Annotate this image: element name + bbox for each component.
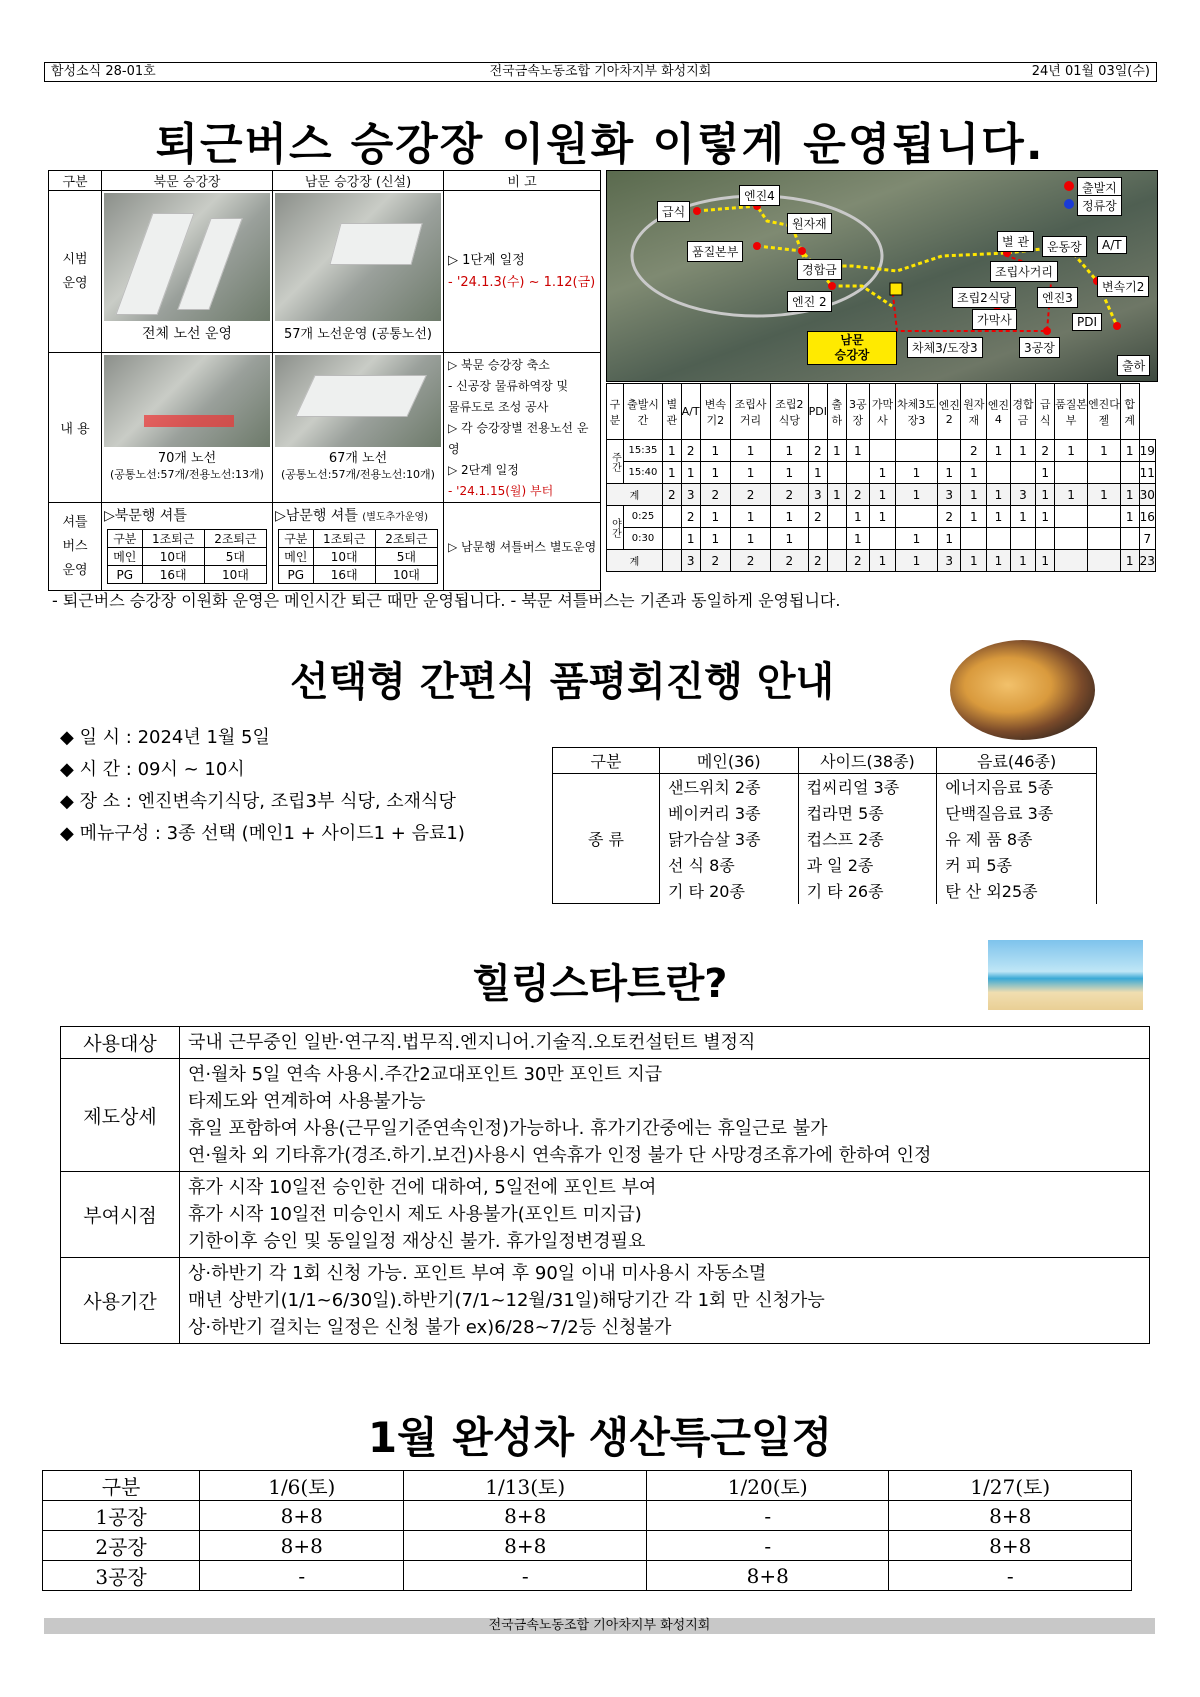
stop-head: A/T <box>681 384 700 440</box>
stop-cell: 23 <box>1139 550 1155 572</box>
stop-cell: 3 <box>681 550 700 572</box>
stop-cell: 1 <box>1120 484 1139 506</box>
ot-head: 1/6(토) <box>200 1471 404 1501</box>
footer: 전국금속노동조합 기아차지부 화성지회 <box>44 1618 1155 1634</box>
menu-cell: 기 타 26종 <box>798 878 937 904</box>
ot-cell: 1공장 <box>43 1501 200 1531</box>
stop-cell <box>987 462 1010 484</box>
stop-cell: 1 <box>846 528 869 550</box>
stop-cell: 1 <box>1120 440 1139 462</box>
table-row <box>607 484 1156 506</box>
stop-cell: 2 <box>771 550 809 572</box>
sandwich-image <box>950 640 1095 740</box>
row-label-shuttle: 셔틀 버스 운영 <box>49 503 102 591</box>
healing-label: 사용기간 <box>61 1258 180 1344</box>
detail-line: 상·하반기 각 1회 신청 가능. 포인트 부여 후 90일 이내 미사용시 자동소멸 <box>188 1263 767 1284</box>
stop-cell: 1 <box>1055 484 1088 506</box>
bus-table <box>48 170 601 591</box>
stop-cell: 1 <box>700 506 730 528</box>
south-cell-content: 67개 노선 (공통노선:57개/전용노선:10개) <box>273 353 444 503</box>
stop-cell <box>1055 506 1088 528</box>
north-caption: 전체 노선 운영 <box>141 326 233 342</box>
menu-cell: 베이커리 3종 <box>660 800 799 826</box>
stop-head: 출하 <box>827 384 846 440</box>
menu-label: 종 류 <box>553 774 660 904</box>
north-cell-trial <box>102 191 273 353</box>
map-label: 경합금 <box>797 259 842 280</box>
note-content: ▷ 북문 승강장 축소 - 신공장 물류하역장 및 물류도로 조성 공사 ▷ 각 승강장별 전용노선 운영 ▷ 2단계 일정 - '24.1.15(월) 부터 <box>444 353 601 503</box>
menu-cell: 에너지음료 5종 <box>937 774 1097 800</box>
stop-cell: 1 <box>771 440 809 462</box>
stop-cell: 계 <box>607 550 663 572</box>
healing-detail <box>180 1059 1150 1172</box>
stop-cell <box>1087 550 1120 572</box>
table-row <box>61 1172 1150 1258</box>
map-label: A/T <box>1097 236 1127 254</box>
table-row <box>607 550 1156 572</box>
stop-cell: 3 <box>1010 484 1036 506</box>
map-label: 품질본부 <box>687 241 743 262</box>
map-label: 운동장 <box>1042 236 1087 257</box>
overtime-table <box>42 1470 1132 1591</box>
info-time: ◆ 시 간 : 09시 ~ 10시 <box>60 759 245 780</box>
menu-cell: 기 타 20종 <box>660 878 799 904</box>
stop-cell <box>938 440 961 462</box>
stop-head: 원자재 <box>961 384 987 440</box>
ot-cell: - <box>200 1561 404 1591</box>
map-label: 별 관 <box>997 231 1034 252</box>
north-route-photo <box>104 355 270 447</box>
stop-cell: 1 <box>870 484 896 506</box>
info-menu: ◆ 메뉴구성 : 3종 선택 (메인1 + 사이드1 + 음료1) <box>60 823 465 844</box>
stop-cell <box>662 506 681 528</box>
stop-cell: 1 <box>731 506 771 528</box>
stop-cell: 1 <box>700 462 730 484</box>
ot-cell: 8+8 <box>404 1501 647 1531</box>
stop-cell: 1 <box>938 528 961 550</box>
menu-head: 음료(46종) <box>937 748 1097 774</box>
stop-cell: 1 <box>1036 484 1055 506</box>
stop-cell <box>895 506 937 528</box>
stop-head: 출발시간 <box>624 384 663 440</box>
stop-cell <box>870 528 896 550</box>
stop-cell: 7 <box>1139 528 1155 550</box>
detail-line: 국내 근무중인 일반·연구직.법무직.엔지니어.기술직.오토컨설턴트 별정직 <box>188 1032 756 1053</box>
stop-cell: 1 <box>681 528 700 550</box>
stop-cell: 2 <box>681 440 700 462</box>
menu-cell: 컵스프 2종 <box>798 826 937 852</box>
table-row <box>607 528 1156 550</box>
stop-cell: 1 <box>987 506 1010 528</box>
stop-cell: 1 <box>1036 462 1055 484</box>
beach-image <box>988 940 1143 1010</box>
stop-cell: 1 <box>870 462 896 484</box>
stop-cell <box>827 528 846 550</box>
stop-cell: 1 <box>938 462 961 484</box>
table-row <box>43 1531 1132 1561</box>
menu-cell: 과 일 2종 <box>798 852 937 878</box>
stop-cell: 2 <box>1036 440 1055 462</box>
menu-cell: 탄 산 외25종 <box>937 878 1097 904</box>
ot-head: 1/27(토) <box>889 1471 1132 1501</box>
ot-cell: - <box>889 1561 1132 1591</box>
stop-cell: 1 <box>961 506 987 528</box>
stop-cell <box>895 440 937 462</box>
stop-head: 조립2식당 <box>771 384 809 440</box>
detail-line: 기한이후 승인 및 동일일정 재상신 불가. 휴가일정변경필요 <box>188 1231 646 1252</box>
stop-cell: 2 <box>700 484 730 506</box>
stop-cell: 1 <box>681 462 700 484</box>
stop-head: 합계 <box>1120 384 1139 440</box>
stop-head: PDI <box>808 384 827 440</box>
stop-head: 구분 <box>607 384 624 440</box>
snack-title: 선택형 간편식 품평회진행 안내 <box>290 659 835 705</box>
stop-cell: 3 <box>681 484 700 506</box>
info-date: ◆ 일 시 : 2024년 1월 5일 <box>60 727 270 748</box>
stop-cell <box>662 550 681 572</box>
stop-cell: 1 <box>731 440 771 462</box>
detail-line: 휴일 포함하여 사용(근무일기준연속인정)가능하나. 휴가기간중에는 휴일근로 불가 <box>188 1118 828 1139</box>
col-head: 비 고 <box>444 171 601 191</box>
bus-footnote: - 퇴근버스 승강장 이원화 운영은 메인시간 퇴근 때만 운영됩니다. - 북문 셔틀버스는 기존과 동일하게 운영됩니다. <box>52 591 841 610</box>
ot-cell: 8+8 <box>646 1561 889 1591</box>
stop-cell: 16 <box>1139 506 1155 528</box>
stop-cell: 1 <box>961 462 987 484</box>
stop-cell: 1 <box>987 440 1010 462</box>
menu-cell: 커 피 5종 <box>937 852 1097 878</box>
stop-cell <box>1055 462 1088 484</box>
table-row <box>607 440 1156 462</box>
menu-cell: 닭가슴살 3종 <box>660 826 799 852</box>
stop-cell: 1 <box>731 462 771 484</box>
stop-cell: 1 <box>1036 550 1055 572</box>
stop-cell: 2 <box>771 484 809 506</box>
row-label-content: 내 용 <box>49 353 102 503</box>
stop-cell <box>1010 462 1036 484</box>
stop-head: 가막사 <box>870 384 896 440</box>
stop-cell: 19 <box>1139 440 1155 462</box>
table-row <box>607 506 1156 528</box>
menu-head: 구분 <box>553 748 660 774</box>
ot-cell: 8+8 <box>889 1501 1132 1531</box>
issue-number: 함성소식 28-01호 <box>51 64 156 79</box>
detail-line: 연·월차 외 기타휴가(경조.하기.보건)사용시 연속휴가 인정 불가 단 사망경조휴가에 한하여 인정 <box>188 1145 932 1166</box>
stop-cell: 2 <box>731 550 771 572</box>
detail-line: 연·월차 5일 연속 사용시.주간2교대포인트 30만 포인트 지급 <box>188 1064 663 1085</box>
stop-cell: 1 <box>662 440 681 462</box>
stop-cell: 1 <box>1036 506 1055 528</box>
map-label: 조립2식당 <box>952 287 1016 308</box>
menu-cell: 컵씨리얼 3종 <box>798 774 937 800</box>
ot-head: 1/13(토) <box>404 1471 647 1501</box>
stop-head: 품질본부 <box>1055 384 1088 440</box>
map-label: 변속기2 <box>1097 276 1149 297</box>
stop-cell <box>1087 528 1120 550</box>
map-label: PDI <box>1072 313 1102 331</box>
ot-cell: 8+8 <box>200 1531 404 1561</box>
stop-cell: 2 <box>700 550 730 572</box>
stop-cell: 0:25 <box>624 506 663 528</box>
stop-cell <box>1036 528 1055 550</box>
header-bar <box>44 62 1157 82</box>
note-trial: ▷ 1단계 일정 - '24.1.3(수) ~ 1.12(금) <box>444 191 601 353</box>
healing-label: 사용대상 <box>61 1027 180 1059</box>
map-label: 차체3/도장3 <box>907 337 983 358</box>
stop-cell: 1 <box>771 506 809 528</box>
detail-line: 타제도와 연계하여 사용불가능 <box>188 1091 426 1112</box>
stop-head: 급식 <box>1036 384 1055 440</box>
stop-cell: 1 <box>1120 506 1139 528</box>
stop-cell: 2 <box>961 440 987 462</box>
stop-cell: 1 <box>846 506 869 528</box>
south-shuttle-table: 구분 1조퇴근 2조퇴근 메인 10대 5대 PG 16대 10대 <box>278 529 438 584</box>
map-label-south-gate: 남문 승강장 <box>807 331 897 365</box>
south-cell-trial <box>273 191 444 353</box>
stop-cell <box>808 528 827 550</box>
ot-head: 1/20(토) <box>646 1471 889 1501</box>
stop-cell: 2 <box>662 484 681 506</box>
ot-cell: 3공장 <box>43 1561 200 1591</box>
menu-cell: 샌드위치 2종 <box>660 774 799 800</box>
ot-cell: 2공장 <box>43 1531 200 1561</box>
stop-cell: 1 <box>662 462 681 484</box>
stop-cell <box>662 528 681 550</box>
map-label: 엔진4 <box>739 185 780 206</box>
stop-cell <box>1120 528 1139 550</box>
stop-cell: 2 <box>846 550 869 572</box>
stop-cell <box>846 462 869 484</box>
stop-cell: 1 <box>987 550 1010 572</box>
healing-label: 제도상세 <box>61 1059 180 1172</box>
ot-cell: 8+8 <box>200 1501 404 1531</box>
south-photo <box>275 193 441 321</box>
stop-cell <box>1120 462 1139 484</box>
ot-cell: - <box>404 1561 647 1591</box>
stop-cell: 2 <box>808 506 827 528</box>
table-row <box>43 1561 1132 1591</box>
menu-head: 메인(36) <box>660 748 799 774</box>
stop-cell: 1 <box>1055 440 1088 462</box>
stop-cell: 1 <box>895 528 937 550</box>
north-photo <box>104 193 270 321</box>
snack-info <box>60 722 465 850</box>
menu-cell: 유 제 품 8종 <box>937 826 1097 852</box>
map-label: 엔진 2 <box>787 291 832 312</box>
south-shuttle: ▷남문행 셔틀 (별도추가운영) 구분 1조퇴근 2조퇴근 메인 10대 5대 PG 16대 10대 <box>273 503 444 591</box>
healing-table <box>60 1026 1150 1344</box>
stop-cell: 1 <box>1010 440 1036 462</box>
stop-head: 3공장 <box>846 384 869 440</box>
menu-cell: 단백질음료 3종 <box>937 800 1097 826</box>
menu-table <box>552 747 1097 904</box>
stop-cell <box>1055 550 1088 572</box>
stop-cell: 1 <box>846 440 869 462</box>
stop-cell: 1 <box>870 550 896 572</box>
stop-head: 엔진다젤 <box>1087 384 1120 440</box>
overtime-title: 1월 완성차 생산특근일정 <box>367 1413 833 1462</box>
table-row <box>61 1059 1150 1172</box>
stop-cell: 2 <box>808 440 827 462</box>
stop-cell <box>1010 528 1036 550</box>
healing-title: 힐링스타트란? <box>472 961 728 1007</box>
stop-cell <box>987 528 1010 550</box>
menu-cell: 선 식 8종 <box>660 852 799 878</box>
stop-cell: 1 <box>771 462 809 484</box>
stop-cell: 1 <box>1087 484 1120 506</box>
ot-cell: 8+8 <box>889 1531 1132 1561</box>
map-label: 출하 <box>1117 355 1150 376</box>
stop-cell: 1 <box>961 484 987 506</box>
table-row <box>553 774 1097 800</box>
legend-start: 출발지 <box>1077 177 1122 198</box>
stop-cell: 2 <box>846 484 869 506</box>
map-label: 원자재 <box>787 213 832 234</box>
stop-cell: 1 <box>771 528 809 550</box>
stop-cell: 3 <box>808 484 827 506</box>
map-label: 엔진3 <box>1037 287 1078 308</box>
stop-cell: 1 <box>808 462 827 484</box>
north-cell-content: 70개 노선 (공통노선:57개/전용노선:13개) <box>102 353 273 503</box>
north-shuttle: ▷북문행 셔틀 구분 1조퇴근 2조퇴근 메인 10대 5대 PG 16대 10대 <box>102 503 273 591</box>
stop-cell: 2 <box>731 484 771 506</box>
table-row <box>61 1258 1150 1344</box>
stop-cell: 1 <box>1010 550 1036 572</box>
detail-line: 매년 상반기(1/1~6/30일).하반기(7/1~12월/31일)해당기간 각 1회 만 신청가능 <box>188 1290 825 1311</box>
map-label: 조립사거리 <box>990 261 1058 282</box>
stop-cell <box>1087 506 1120 528</box>
stop-cell: 3 <box>938 484 961 506</box>
ot-cell: - <box>646 1531 889 1561</box>
stop-cell: 15:40 <box>624 462 663 484</box>
south-caption: 57개 노선운영 (공통노선) <box>284 327 432 342</box>
stop-cell: 30 <box>1139 484 1155 506</box>
ot-head: 구분 <box>43 1471 200 1501</box>
healing-label: 부여시점 <box>61 1172 180 1258</box>
stop-cell: 1 <box>987 484 1010 506</box>
ot-cell: 8+8 <box>404 1531 647 1561</box>
stop-cell: 1 <box>827 440 846 462</box>
stop-cell: 계 <box>607 484 663 506</box>
stop-head: 조립사거리 <box>731 384 771 440</box>
stop-cell <box>1087 462 1120 484</box>
detail-line: 휴가 시작 10일전 미승인시 제도 사용불가(포인트 미지급) <box>188 1204 642 1225</box>
north-shuttle-table: 구분 1조퇴근 2조퇴근 메인 10대 5대 PG 16대 10대 <box>107 529 267 584</box>
stop-cell <box>961 528 987 550</box>
stop-cell: 1 <box>895 484 937 506</box>
stop-cell: 1 <box>700 440 730 462</box>
stop-cell: 1 <box>1087 440 1120 462</box>
healing-detail <box>180 1172 1150 1258</box>
stop-cell: 15:35 <box>624 440 663 462</box>
note-shuttle: ▷ 남문행 셔틀버스 별도운영 <box>444 503 601 591</box>
stop-cell: 1 <box>827 484 846 506</box>
stop-head: 별관 <box>662 384 681 440</box>
table-row <box>607 462 1156 484</box>
stop-cell <box>827 550 846 572</box>
stop-cell <box>870 440 896 462</box>
map-label: 3공장 <box>1019 337 1060 358</box>
route-map <box>606 170 1158 382</box>
south-route-photo <box>275 355 441 447</box>
row-label-trial: 시범 운영 <box>49 191 102 353</box>
stop-cell: 2 <box>938 506 961 528</box>
stop-cell: 1 <box>731 528 771 550</box>
stop-cell: 2 <box>681 506 700 528</box>
stop-head: 경합금 <box>1010 384 1036 440</box>
stop-cell <box>1055 528 1088 550</box>
stop-head: 엔진4 <box>987 384 1010 440</box>
period-label: 주간 <box>607 440 624 484</box>
stop-cell: 1 <box>1010 506 1036 528</box>
stop-cell: 11 <box>1139 462 1155 484</box>
stop-cell: 1 <box>895 462 937 484</box>
col-head: 북문 승강장 <box>102 171 273 191</box>
stop-cell: 1 <box>895 550 937 572</box>
org-name: 전국금속노동조합 기아차지부 화성지회 <box>489 64 712 79</box>
bus-title: 퇴근버스 승강장 이원화 이렇게 운영됩니다. <box>155 119 1045 170</box>
table-row <box>61 1027 1150 1059</box>
menu-cell: 컵라면 5종 <box>798 800 937 826</box>
legend-stop: 정류장 <box>1077 195 1122 216</box>
stop-cell <box>827 462 846 484</box>
ot-cell: - <box>646 1501 889 1531</box>
stop-cell <box>827 506 846 528</box>
stop-cell: 3 <box>938 550 961 572</box>
stop-cell: 1 <box>870 506 896 528</box>
stop-cell: 0:30 <box>624 528 663 550</box>
healing-detail <box>180 1258 1150 1344</box>
detail-line: 상·하반기 걸치는 일정은 신청 불가 ex)6/28~7/2등 신청불가 <box>188 1317 672 1338</box>
issue-date: 24년 01월 03일(수) <box>1031 64 1150 79</box>
healing-detail <box>180 1027 1150 1059</box>
menu-head: 사이드(38종) <box>798 748 937 774</box>
stop-cell: 1 <box>700 528 730 550</box>
info-place: ◆ 장 소 : 엔진변속기식당, 조립3부 식당, 소재식당 <box>60 791 456 812</box>
table-row <box>43 1501 1132 1531</box>
stop-head: 엔진2 <box>938 384 961 440</box>
stop-head: 차체3도장3 <box>895 384 937 440</box>
stop-cell: 1 <box>961 550 987 572</box>
detail-line: 휴가 시작 10일전 승인한 건에 대하여, 5일전에 포인트 부여 <box>188 1177 657 1198</box>
stop-head: 변속기2 <box>700 384 730 440</box>
col-head: 구분 <box>49 171 102 191</box>
map-label: 급식 <box>657 201 690 222</box>
map-label: 가막사 <box>972 309 1017 330</box>
stop-cell: 1 <box>1120 550 1139 572</box>
stop-table <box>606 383 1156 572</box>
stop-cell: 2 <box>808 550 827 572</box>
col-head: 남문 승강장 (신설) <box>273 171 444 191</box>
period-label: 야간 <box>607 506 624 550</box>
